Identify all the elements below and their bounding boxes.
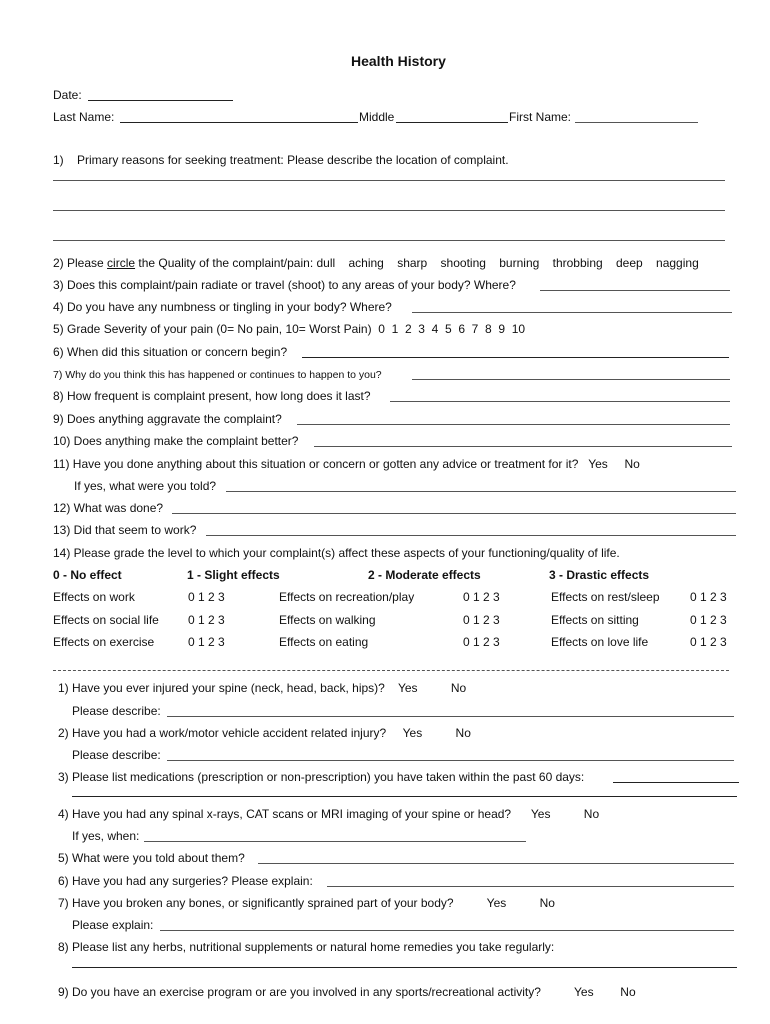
part2-question-7-followup: Please explain: — [72, 918, 154, 932]
question-5[interactable]: 5) Grade Severity of your pain (0= No pain, 10= Worst Pain) 0 1 2 3 4 5 6 7 8 9 10 — [53, 322, 526, 336]
part2-question-1: 1) Have you ever injured your spine (neck, head, back, hips)? Yes No — [58, 681, 467, 695]
question-4: 4) Do you have any numbness or tingling in your body? Where? — [53, 300, 392, 314]
effect-label: Effects on love life — [551, 635, 649, 649]
part2-question-2: 2) Have you had a work/motor vehicle accident related injury? Yes No — [58, 726, 471, 740]
part2-question-6: 6) Have you had any surgeries? Please explain: — [58, 874, 313, 888]
answer-line-8[interactable] — [390, 401, 730, 402]
answer-line-4[interactable] — [412, 312, 732, 313]
answer-line-1b[interactable] — [53, 210, 725, 211]
answer-line-p8[interactable] — [72, 967, 737, 968]
scale-1: 1 - Slight effects — [187, 568, 280, 582]
effect-rating[interactable]: 0 1 2 3 — [690, 635, 727, 649]
answer-line-12[interactable] — [172, 513, 736, 514]
part2-question-7: 7) Have you broken any bones, or significantly sprained part of your body? Yes No — [58, 896, 555, 910]
answer-line-1c[interactable] — [53, 240, 725, 241]
question-13: 13) Did that seem to work? — [53, 523, 197, 537]
effect-rating[interactable]: 0 1 2 3 — [188, 635, 225, 649]
scale-2: 2 - Moderate effects — [368, 568, 481, 582]
question-12: 12) What was done? — [53, 501, 164, 515]
question-9: 9) Does anything aggravate the complaint? — [53, 412, 282, 426]
question-8: 8) How frequent is complaint present, how long does it last? — [53, 389, 371, 403]
effect-rating[interactable]: 0 1 2 3 — [188, 590, 225, 604]
answer-line-7[interactable] — [412, 379, 730, 380]
part2-question-4-followup: If yes, when: — [72, 829, 140, 843]
question-3: 3) Does this complaint/pain radiate or travel (shoot) to any areas of your body? Where? — [53, 278, 516, 292]
question-2 — [53, 256, 699, 270]
effect-label: Effects on work — [53, 590, 135, 604]
answer-line-p4[interactable] — [144, 841, 526, 842]
part2-question-5: 5) What were you told about them? — [58, 851, 245, 865]
answer-line-p1[interactable] — [167, 716, 734, 717]
answer-line-p3a[interactable] — [613, 782, 739, 783]
effect-label: Effects on rest/sleep — [551, 590, 660, 604]
answer-line-p2[interactable] — [167, 760, 734, 761]
question-6: 6) When did this situation or concern begin? — [53, 345, 288, 359]
effect-label: Effects on eating — [279, 635, 369, 649]
question-14: 14) Please grade the level to which your complaint(s) affect these aspects of your functioning/quality of life. — [53, 546, 620, 560]
effect-label: Effects on exercise — [53, 635, 155, 649]
answer-line-6[interactable] — [302, 357, 729, 358]
effect-rating[interactable]: 0 1 2 3 — [690, 590, 727, 604]
effect-rating[interactable]: 0 1 2 3 — [463, 635, 500, 649]
section-divider — [53, 670, 729, 671]
answer-line-13[interactable] — [206, 535, 736, 536]
last-name-field[interactable] — [120, 122, 358, 123]
part2-question-4: 4) Have you had any spinal x-rays, CAT scans or MRI imaging of your spine or head? Yes No — [58, 807, 600, 821]
page-title: Health History — [351, 53, 446, 69]
part2-question-8: 8) Please list any herbs, nutritional supplements or natural home remedies you take regularly: — [58, 940, 555, 954]
question-2-options[interactable]: the Quality of the complaint/pain: dull aching sharp shooting burning throbbing deep nagging — [135, 256, 699, 270]
answer-line-11[interactable] — [226, 491, 736, 492]
effect-rating[interactable]: 0 1 2 3 — [463, 590, 500, 604]
answer-line-p7[interactable] — [160, 930, 734, 931]
part2-question-2-followup: Please describe: — [72, 748, 161, 762]
effect-rating[interactable]: 0 1 2 3 — [690, 613, 727, 627]
answer-line-p6[interactable] — [327, 886, 734, 887]
middle-name-field[interactable] — [396, 122, 508, 123]
effect-rating[interactable]: 0 1 2 3 — [463, 613, 500, 627]
answer-line-9[interactable] — [297, 424, 730, 425]
effect-label: Effects on walking — [279, 613, 376, 627]
question-7: 7) Why do you think this has happened or continues to happen to you? — [53, 369, 382, 381]
question-10: 10) Does anything make the complaint better? — [53, 434, 299, 448]
part2-question-3: 3) Please list medications (prescription or non-prescription) you have taken within the past 60 days: — [58, 770, 585, 784]
effect-label: Effects on sitting — [551, 613, 639, 627]
question-11-followup: If yes, what were you told? — [74, 479, 217, 493]
effect-label: Effects on social life — [53, 613, 159, 627]
scale-3: 3 - Drastic effects — [549, 568, 650, 582]
last-name-label: Last Name: — [53, 110, 115, 124]
answer-line-3[interactable] — [540, 290, 730, 291]
middle-name-label: Middle — [359, 110, 395, 124]
first-name-field[interactable] — [575, 122, 698, 123]
question-2-prefix: 2) Please — [53, 256, 108, 270]
part2-question-1-followup: Please describe: — [72, 704, 161, 718]
answer-line-10[interactable] — [314, 446, 732, 447]
date-label: Date: — [53, 88, 82, 102]
question-1: 1) Primary reasons for seeking treatment: Please describe the location of complaint. — [53, 153, 509, 167]
answer-line-p3b[interactable] — [72, 796, 737, 797]
answer-line-p5[interactable] — [258, 863, 734, 864]
question-2-circle-word: circle — [107, 256, 136, 270]
question-11: 11) Have you done anything about this situation or concern or gotten any advice or treatment for it? Yes No — [53, 457, 640, 471]
effect-rating[interactable]: 0 1 2 3 — [188, 613, 225, 627]
answer-line-1a[interactable] — [53, 180, 725, 181]
part2-question-9: 9) Do you have an exercise program or are you involved in any sports/recreational activity? Yes No — [58, 985, 636, 999]
effect-label: Effects on recreation/play — [279, 590, 415, 604]
first-name-label: First Name: — [509, 110, 572, 124]
date-field[interactable] — [88, 100, 233, 101]
scale-0: 0 - No effect — [53, 568, 122, 582]
